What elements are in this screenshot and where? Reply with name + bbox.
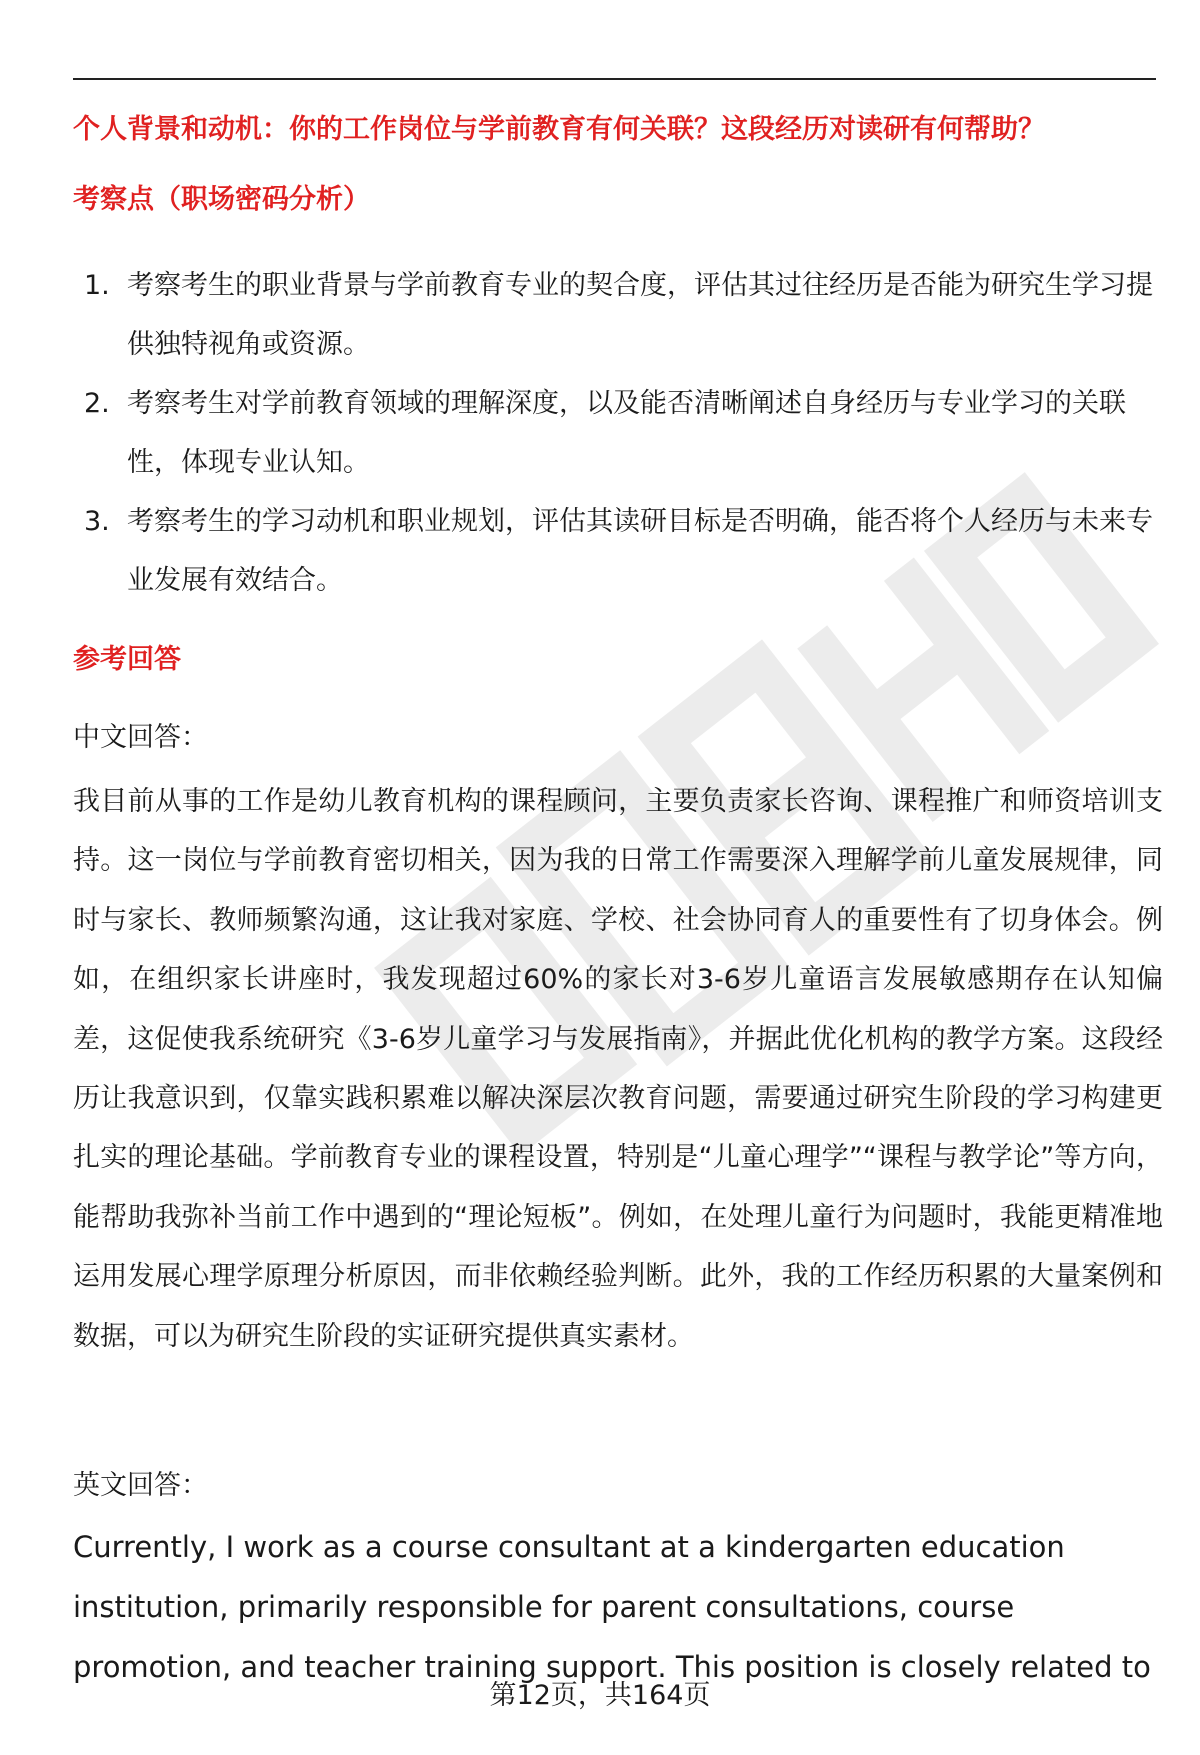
list-item-text: 考察考生的职业背景与学前教育专业的契合度，评估其过往经历是否能为研究生学习提供独特视角或资源。 [127,270,1153,360]
list-item-text: 考察考生对学前教育领域的理解深度，以及能否清晰阐述自身经历与专业学习的关联性，体现专业认知。 [127,388,1126,478]
reference-heading: 参考回答 [73,644,181,675]
section-subheading: 考察点（职场密码分析） [73,184,370,215]
top-divider [73,78,1156,80]
list-item [73,492,1163,610]
page-number-footer: 第12页，共164页 [489,1680,711,1711]
list-item [73,374,1163,492]
list-number: 3. [84,506,110,537]
list-item-text: 考察考生的学习动机和职业规划，评估其读研目标是否明确，能否将个人经历与未来专业发展有效结合。 [127,506,1153,596]
question-title: 个人背景和动机：你的工作岗位与学前教育有何关联？这段经历对读研有何帮助？ [73,114,1045,145]
chinese-answer-label: 中文回答： [73,722,208,753]
chinese-answer-body: 我目前从事的工作是幼儿教育机构的课程顾问，主要负责家长咨询、课程推广和师资培训支持。这一岗位与学前教育密切相关，因为我的日常工作需要深入理解学前儿童发展规律，同时与家长、教师频繁沟通，这让我对家庭、学校、社会协同育人的重要性有了切身体会。例如，在组织家长讲座时，我发现超过60%的家长对3-6岁儿童语言发展敏感期存在认知偏差，这促使我系统研究《3-6岁儿童学习与发展指南》，并据此优化机构的教学方案。这段经历让我意识到，仅靠实践积累难以解决深层次教育问题，需要通过研究生阶段的学习构建更扎实的理论基础。学前教育专业的课程设置，特别是“儿童心理学”“课程与教学论”等方向，能帮助我弥补当前工作中遇到的“理论短板”。例如，在处理儿童行为问题时，我能更精准地运用发展心理学原理分析原因，而非依赖经验判断。此外，我的工作经历积累的大量案例和数据，可以为研究生阶段的实证研究提供真实素材。 [73,786,1163,1352]
english-answer-label: 英文回答： [73,1470,208,1501]
list-number: 2. [84,388,110,419]
assessment-points-list [73,256,1163,610]
list-number: 1. [84,270,110,301]
list-item [73,256,1163,374]
english-answer-body: Currently, I work as a course consultant at a kindergarten education institution, primarily responsible for parent consultations, course promotion, and teacher training support. This position is closely related to [73,1530,1151,1684]
